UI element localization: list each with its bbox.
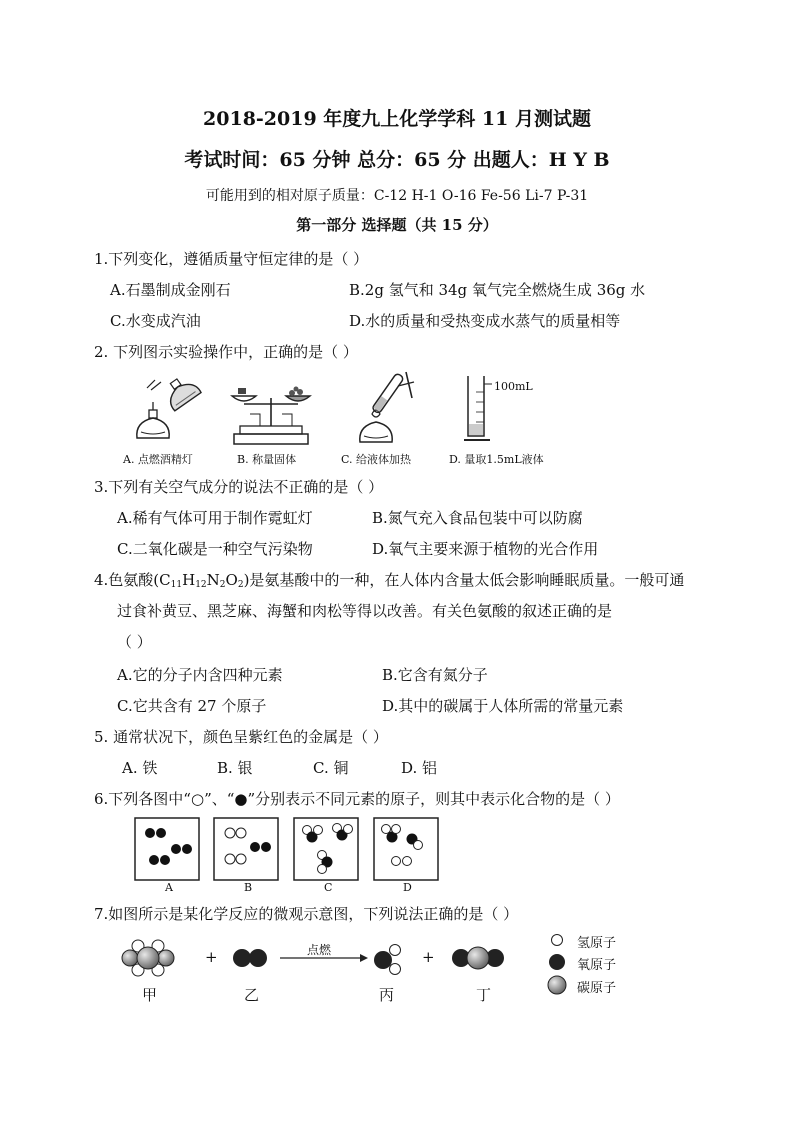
q4-stem-line3: （ ） [117,633,152,651]
q3-option-c: C.二氧化碳是一种空气污染物 [117,540,313,558]
legend-c-label: 碳原子 [577,981,617,996]
q3-option-d: D.氧气主要来源于植物的光合作用 [372,540,599,558]
q4-option-d: D.其中的碳属于人体所需的常量元素 [382,697,624,715]
q1-option-b: B.2g 氢气和 34g 氧气完全燃烧生成 36g 水 [349,281,646,299]
molecule-ding [452,947,504,969]
legend-h-label: 氢原子 [577,936,617,951]
label-bing: 丙 [379,986,395,1004]
q6-label-d: D [403,881,412,894]
label-jia: 甲 [142,986,158,1004]
exam-meta: 考试时间：65 分钟 总分：65 分 出题人：H Y B [184,149,610,171]
q5-option-b: B. 银 [217,759,253,777]
heating-liquid-figure [352,368,422,446]
balance-figure [230,378,312,446]
q2-stem: 2. 下列图示实验操作中，正确的是（ ） [94,343,358,361]
label-yi: 乙 [244,986,260,1004]
q5-option-c: C. 铜 [313,759,349,777]
legend-o-atom [549,954,565,970]
q1-option-d: D.水的质量和受热变成水蒸气的质量相等 [349,312,621,330]
molecule-bing [374,945,401,975]
legend-c-atom [548,976,566,994]
q2-caption-c: C. 给液体加热 [341,453,412,466]
label-ding: 丁 [476,986,492,1004]
legend-o-label: 氧原子 [577,958,617,973]
reaction-condition: 点燃 [307,943,332,957]
plus-sign-1: + [205,948,218,966]
q4-stem: 4.色氨酸$(C_{11}H_{12}N_2O_2)$是氨基酸中的一种，在人体内含量太低会影响睡眠质量。一般可通 [94,571,685,590]
cylinder-volume-label: 100mL [494,380,533,393]
q4-stem-line2: 过食补黄豆、黑芝麻、海蟹和肉松等得以改善。有关色氨酸的叙述正确的是 [117,602,613,620]
q6-label-c: C [324,881,333,894]
exam-title: 2018-2019 年度九上化学学科 11 月测试题 [203,108,591,130]
q1-option-c: C.水变成汽油 [110,312,201,330]
atomic-masses: 可能用到的相对原子质量：C-12 H-1 O-16 Fe-56 Li-7 P-31 [205,188,589,204]
alcohol-lamp-lighting-figure [125,372,215,448]
q4-option-b: B.它含有氮分子 [382,666,488,684]
q5-option-a: A. 铁 [122,759,158,777]
q6-stem: 6.下列各图中“○”、“●”分别表示不同元素的原子，则其中表示化合物的是（ ） [94,790,620,808]
q2-caption-a: A. 点燃酒精灯 [123,453,193,466]
q1-stem: 1.下列变化，遵循质量守恒定律的是（ ） [94,250,369,268]
q5-stem: 5. 通常状况下，颜色呈紫红色的金属是（ ） [94,728,388,746]
q7-stem: 7.如图所示是某化学反应的微观示意图，下列说法正确的是（ ） [94,905,519,923]
q2-caption-b: B. 称量固体 [237,453,297,466]
q3-option-b: B.氮气充入食品包装中可以防腐 [372,509,583,527]
q5-option-d: D. 铝 [401,759,438,777]
q3-stem: 3.下列有关空气成分的说法不正确的是（ ） [94,478,384,496]
q6-label-a: A [165,881,173,894]
q6-label-b: B [244,881,253,894]
q4-option-c: C.它共含有 27 个原子 [117,697,267,715]
q3-option-a: A.稀有气体可用于制作霓虹灯 [117,509,313,527]
molecule-yi [233,949,267,967]
plus-sign-2: + [422,948,435,966]
q4-option-a: A.它的分子内含四种元素 [117,666,283,684]
q6-particle-boxes [134,817,440,883]
section-heading: 第一部分 选择题（共 15 分） [296,216,498,234]
q1-option-a: A.石墨制成金刚石 [110,281,231,299]
molecule-jia [122,940,174,976]
q2-caption-d: D. 量取1.5mL液体 [449,453,544,466]
legend-h-atom [552,935,563,946]
